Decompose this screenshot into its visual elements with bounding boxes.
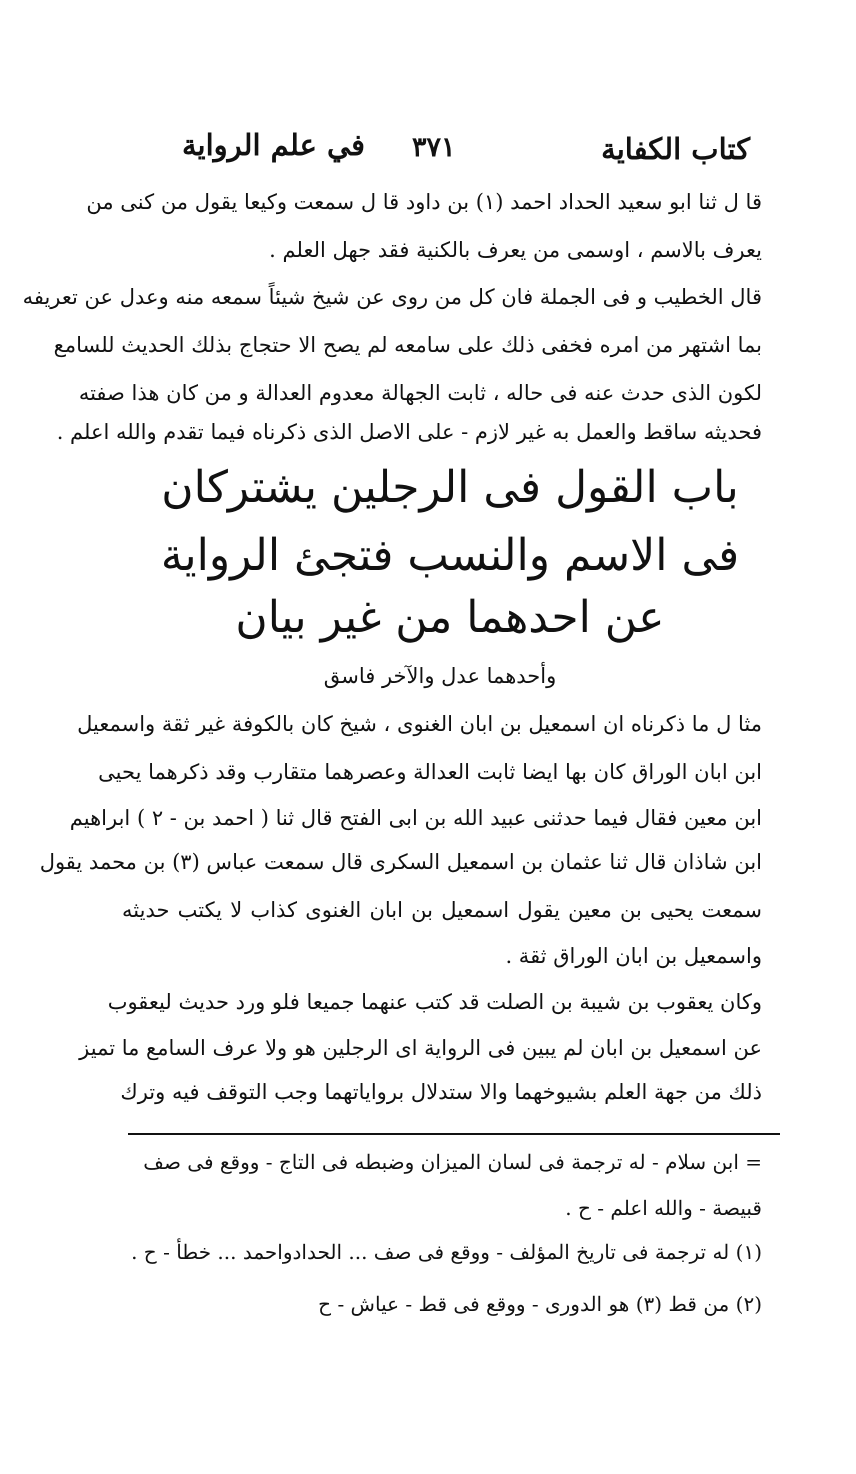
text-line: ابن شاذان قال ثنا عثمان بن اسمعيل السكرى قال سمعت عباس (٣) بن محمد يقول [39, 850, 762, 874]
text-line: يعرف بالاسم ، اوسمى من يعرف بالكنية فقد جهل العلم . [269, 238, 762, 262]
text-line: عن اسمعيل بن ابان لم يبين فى الرواية اى الرجلين هو ولا عرف السامع ما تميز [79, 1036, 762, 1060]
footnote-divider [128, 1133, 780, 1135]
text-line: ذلك من جهة العلم بشيوخهما والا ستدلال برواياتهما وجب التوقف فيه وترك [120, 1080, 762, 1104]
text-line: وكان يعقوب بن شيبة بن الصلت قد كتب عنهما جميعا فلو ورد حديث ليعقوب [107, 990, 762, 1014]
chapter-title-line: باب القول فى الرجلين يشتركان [161, 462, 739, 513]
text-line: قا ل ثنا ابو سعيد الحداد احمد (١) بن داود قا ل سمعت وكيعا يقول من كنى من [86, 190, 762, 214]
text-line: واسمعيل بن ابان الوراق ثقة . [505, 944, 762, 968]
text-line: ابن معين فقال فيما حدثنى عبيد الله بن ابى الفتح قال ثنا ( احمد بن - ٢ ) ابراهيم [69, 806, 762, 830]
header-book-title: كتاب الكفاية [601, 132, 750, 166]
text-line: لكون الذى حدث عنه فى حاله ، ثابت الجهالة معدوم العدالة و من كان هذا صفته [78, 381, 762, 405]
footnote-line: (٢) من قط (٣) هو الدورى - ووقع فى قط - عياش - ح [318, 1292, 762, 1316]
text-line: فحديثه ساقط والعمل به غير لازم - على الاصل الذى ذكرناه فيما تقدم والله اعلم . [56, 420, 762, 444]
page-number: ٣٧١ [412, 132, 456, 163]
text-line: سمعت يحيى بن معين يقول اسمعيل بن ابان الغنوى كذاب لا يكتب حديثه [122, 898, 762, 922]
footnote-line: (١) له ترجمة فى تاريخ المؤلف - ووقع فى صف ... الحدادواحمد ... خطأ - ح . [131, 1240, 762, 1264]
text-line: قال الخطيب و فى الجملة فان كل من روى عن شيخ شيئاً سمعه منه وعدل عن تعريفه [22, 285, 762, 309]
text-line: مثا ل ما ذكرناه ان اسمعيل بن ابان الغنوى ، شيخ كان بالكوفة غير ثقة واسمعيل [77, 712, 762, 736]
chapter-subtitle: وأحدهما عدل والآخر فاسق [323, 664, 557, 688]
footnote-line: = ابن سلام - له ترجمة فى لسان الميزان وضبطه فى التاج - ووقع فى صف [143, 1150, 762, 1174]
header-section-title: في علم الرواية [182, 128, 366, 162]
text-line: ابن ابان الوراق كان بها ايضا ثابت العدالة وعصرهما متقارب وقد ذكرهما يحيى [98, 760, 762, 784]
text-line: بما اشتهر من امره فخفى ذلك على سامعه لم يصح الا حتجاج بذلك الحديث للسامع [53, 333, 762, 357]
chapter-title-line: فى الاسم والنسب فتجئ الرواية [160, 530, 740, 581]
footnote-line: قبيصة - والله اعلم - ح . [565, 1196, 762, 1220]
chapter-title-line: عن احدهما من غير بيان [235, 592, 665, 643]
